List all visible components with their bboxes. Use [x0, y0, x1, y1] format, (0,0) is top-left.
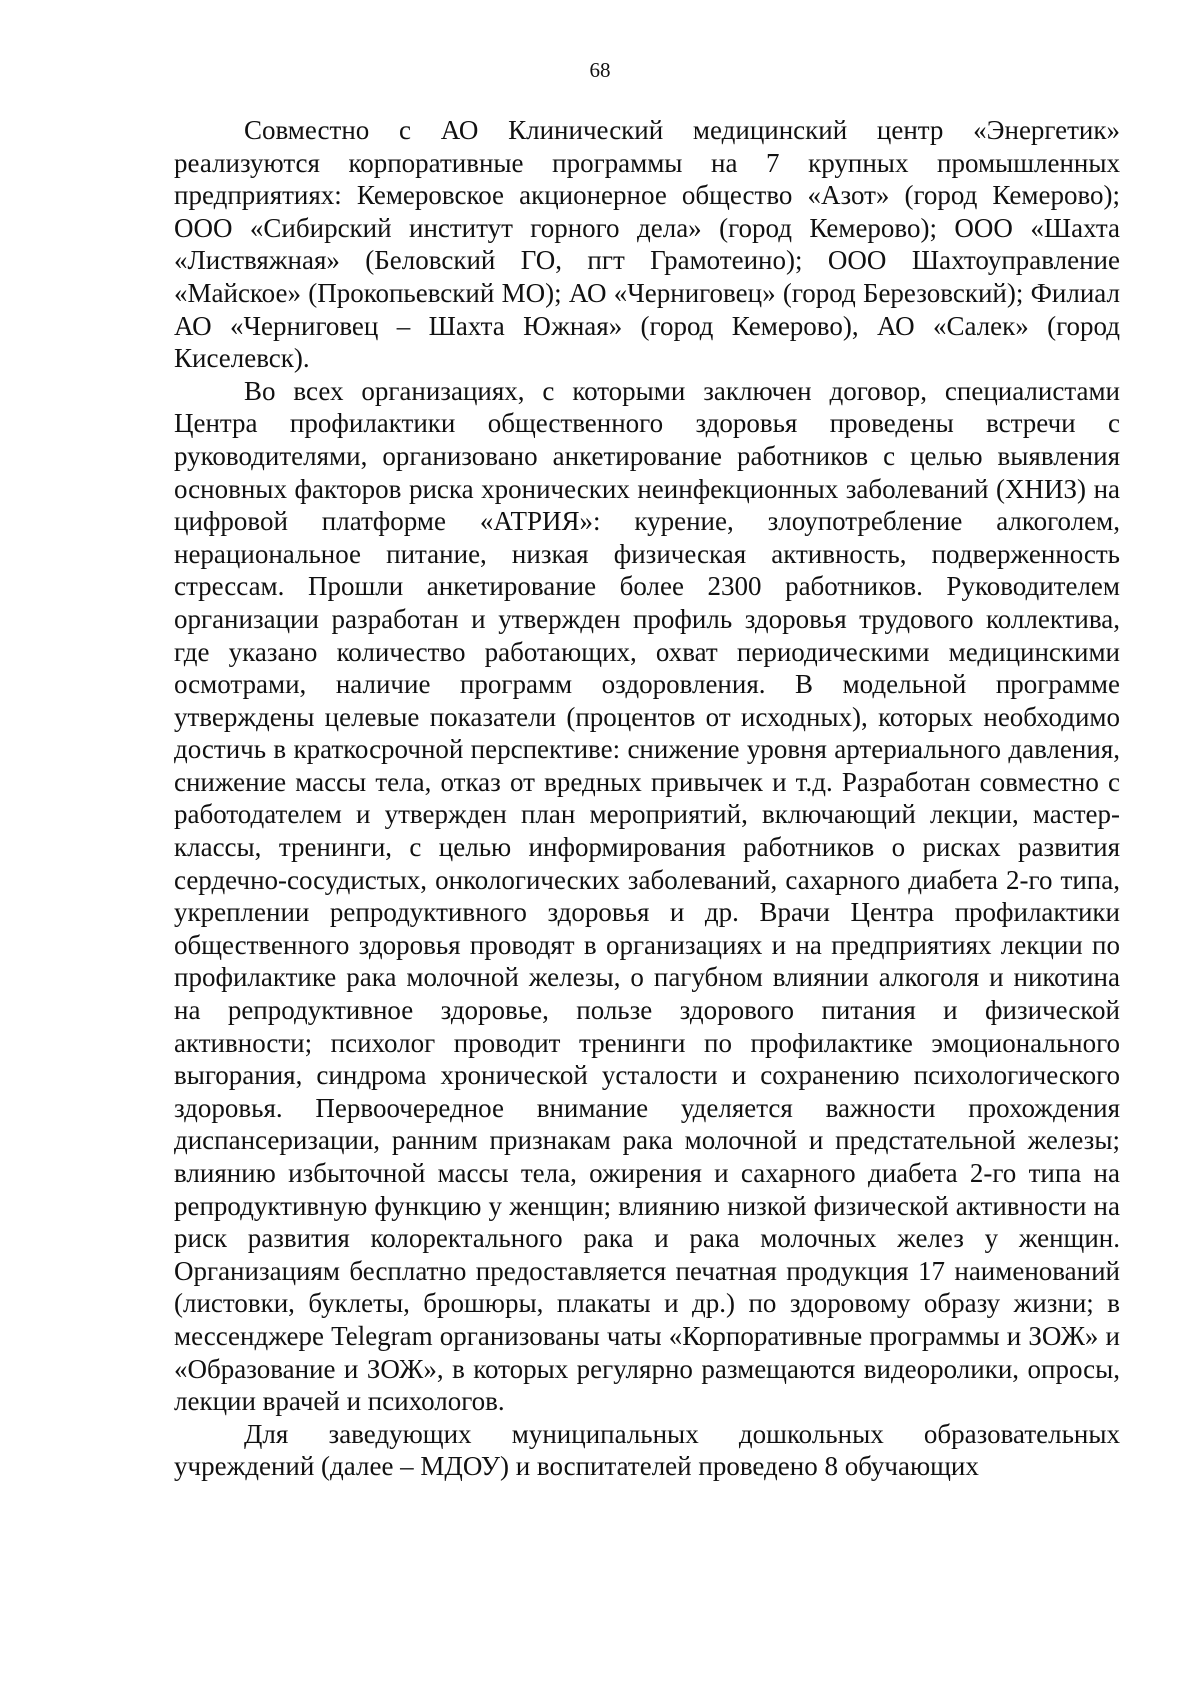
body-text — [174, 114, 1120, 1483]
page-number: 68 — [589, 58, 611, 82]
paragraph-organizations-survey: Во всех организациях, с которыми заключен договор, специалистами Центра профилактики общественного здоровья проведены встречи с руководителями, организовано анкетирование работников с целью выявления основных факторов риска хронических неинфекционных заболеваний (ХНИЗ) на цифровой платформе «АТРИЯ»: курение, злоупотребление алкоголем, нерациональное питание, низкая физическая активность, подверженность стрессам. Прошли анкетирование более 2300 работников. Руководителем организации разработан и утвержден профиль здоровья трудового коллектива, где указано количество работающих, охват периодическими медицинскими осмотрами, наличие программ оздоровления. В модельной программе утверждены целевые показатели (процентов от исходных), которых необходимо достичь в краткосрочной перспективе: снижение уровня артериального давления, снижение массы тела, отказ от вредных привычек и т.д. Разработан совместно с работодателем и утвержден план мероприятий, включающий лекции, мастер-классы, тренинги, с целью информирования работников о рисках развития сердечно-сосудистых, онкологических заболеваний, сахарного диабета 2-го типа, укреплении репродуктивного здоровья и др. Врачи Центра профилактики общественного здоровья проводят в организациях и на предприятиях лекции по профилактике рака молочной железы, о пагубном влиянии алкоголя и никотина на репродуктивное здоровье, пользе здорового питания и физической активности; психолог проводит тренинги по профилактике эмоционального выгорания, синдрома хронической усталости и сохранению психологического здоровья. Первоочередное внимание уделяется важности прохождения диспансеризации, ранним признакам рака молочной и предстательной железы; влиянию избыточной массы тела, ожирения и сахарного диабета 2-го типа на репродуктивную функцию у женщин; влиянию низкой физической активности на риск развития колоректального рака и рака молочных желез у женщин. Организациям бесплатно предоставляется печатная продукция 17 наименований (листовки, буклеты, брошюры, плакаты и др.) по здоровому образу жизни; в мессенджере Telegram организованы чаты «Корпоративные программы и ЗОЖ» и «Образование и ЗОЖ», в которых регулярно размещаются видеоролики, опросы, лекции врачей и психологов. — [174, 375, 1120, 1417]
paragraph-mdou-training: Для заведующих муниципальных дошкольных образовательных учреждений (далее – МДОУ) и воспитателей проведено 8 обучающих — [174, 1418, 1120, 1482]
paragraph-corporate-programs: Совместно с АО Клинический медицинский центр «Энергетик» реализуются корпоративные программы на 7 крупных промышленных предприятиях: Кемеровское акционерное общество «Азот» (город Кемерово); ООО «Сибирский институт горного дела» (город Кемерово); ООО «Шахта «Листвяжная» (Беловский ГО, пгт Грамотеино); ООО Шахтоуправление «Майское» (Прокопьевский МО); АО «Черниговец» (город Березовский); Филиал АО «Черниговец – Шахта Южная» (город Кемерово), АО «Салек» (город Киселевск). — [174, 115, 1120, 374]
